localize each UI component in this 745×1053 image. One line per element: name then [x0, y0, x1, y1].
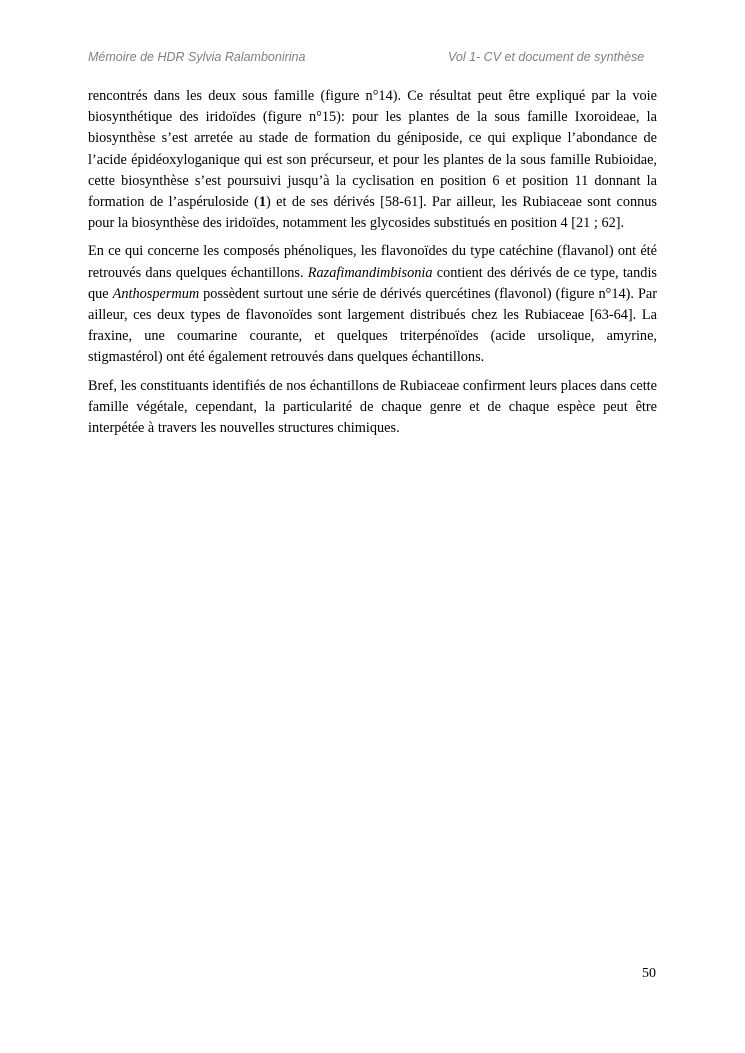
paragraph-iridoids: [88, 86, 657, 234]
page-header: [88, 50, 657, 70]
document-body: [88, 86, 657, 446]
page-number: 50: [642, 966, 656, 981]
compound-number: 1: [258, 194, 267, 211]
paragraph-phenolics-text-2: contient des dérivés de ce type, tandis que: [88, 264, 657, 302]
header-volume-title: Vol 1- CV et document de synthèse: [448, 50, 645, 64]
header-author-title: Mémoire de HDR Sylvia Ralambonirina: [88, 50, 306, 64]
paragraph-phenolics-text-1: En ce qui concerne les composés phénoliques, les flavonoïdes du type catéchine (flavanol) ont été retrouvés dans quelques échantillons.: [88, 243, 657, 281]
paragraph-iridoids-text-1: rencontrés dans les deux sous famille (figure n°14). Ce résultat peut être expliqué par la voie biosynthétique des iridoïdes (figure n°15): pour les plantes de la sous famille Ixoroideae, la biosynthèse s’est arretée au stade de formation du géniposide, ce qui explique l’abondance de l’acide épidéoxyloganique qui est son précurseur, et pour les plantes de la sous famille Rubioidae, cette biosynthèse s’est poursuivi jusqu’à la cyclisation en position 6 et position 11 donnant la formation de l’aspéruloside (: [88, 88, 657, 211]
genus-anthospermum: Anthospermum: [112, 285, 200, 302]
paragraph-conclusion: Bref, les constituants identifiés de nos échantillons de Rubiaceae confirment leurs places dans cette famille végétale, cependant, la particularité de chaque genre et de chaque espèce peut être interpétée à travers les nouvelles structures chimiques.: [88, 377, 657, 437]
paragraph-phenolics-text-3: possèdent surtout une série de dérivés quercétines (flavonol) (figure n°14). Par ailleur, ces deux types de flavonoïdes sont largement distribués chez les Rubiaceae [63-64]. La fraxine, une coumarine courante, et quelques triterpénoïdes (acide ursolique, amyrine, stigmastérol) ont été également retrouvés dans quelques échantillons.: [88, 285, 657, 366]
paragraph-phenolics: [88, 241, 657, 368]
paragraph-iridoids-text-2: ) et de ses dérivés [58-61]. Par ailleur, les Rubiaceae sont connus pour la biosynthèse des iridoïdes, notamment les glycosides substitués en position 4 [21 ; 62].: [88, 194, 657, 232]
genus-razafimandimbisonia: Razafimandimbisonia: [307, 264, 433, 281]
